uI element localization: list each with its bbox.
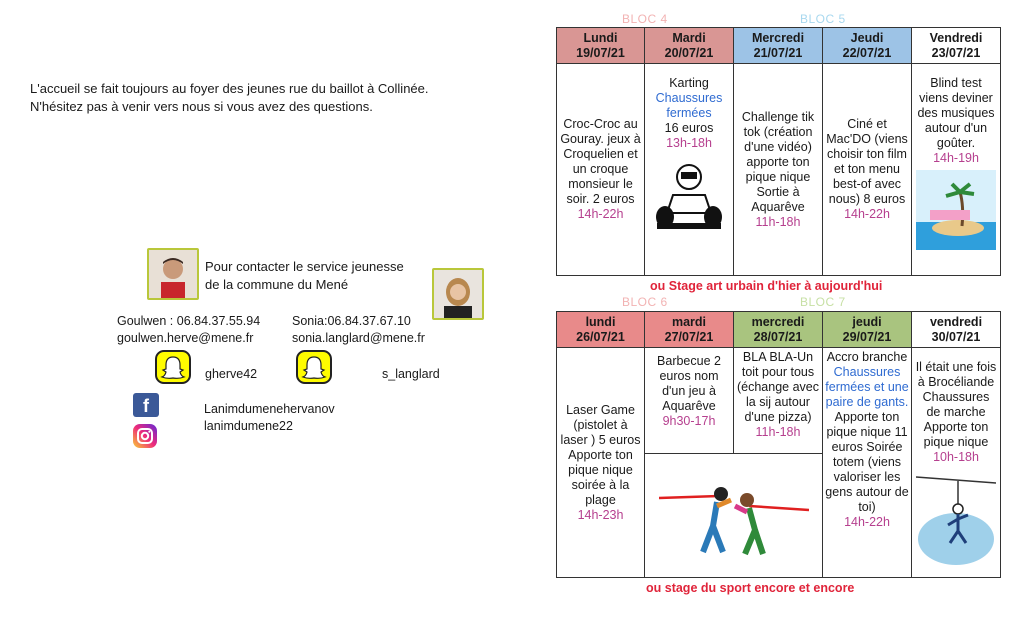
intro-text bbox=[30, 80, 470, 116]
facebook-icon: f bbox=[133, 393, 159, 417]
w1-day-tue: Mardi 20/07/21 bbox=[645, 28, 734, 64]
w1-activity-wed: Challenge tik tok (création d'une vidéo) apporte ton pique nique Sortie à Aquarêve 11h-18h bbox=[734, 64, 823, 276]
sonia-snap: s_langlard bbox=[382, 367, 440, 381]
w2-day-thu: jeudi 29/07/21 bbox=[823, 312, 912, 348]
bloc-6-label: BLOC 6 bbox=[622, 295, 668, 309]
w1-day-thu: Jeudi 22/07/21 bbox=[823, 28, 912, 64]
w1-activity-mon: Croc-Croc au Gouray. jeux à Croquelien et un croque monsieur le soir. 2 euros 14h-22h bbox=[557, 64, 645, 276]
w1-activity-tue: Karting Chaussures fermées 16 euros 13h-18h bbox=[645, 64, 734, 276]
w1-day-wed: Mercredi 21/07/21 bbox=[734, 28, 823, 64]
laser-game-icon bbox=[659, 466, 809, 562]
zipline-icon bbox=[916, 469, 996, 565]
w2-activity-tue: Barbecue 2 euros nom d'un jeu à Aquarêve 9h30-17h bbox=[645, 348, 734, 454]
w1-day-fri: Vendredi 23/07/21 bbox=[912, 28, 1001, 64]
sonia-email[interactable]: sonia.langlard@mene.fr bbox=[292, 331, 425, 345]
week1-schedule bbox=[556, 27, 1001, 276]
w2-day-tue: mardi 27/07/21 bbox=[645, 312, 734, 348]
bloc-5-label: BLOC 5 bbox=[800, 12, 846, 26]
instagram-account: lanimdumene22 bbox=[204, 419, 293, 433]
w1-activity-thu: Ciné et Mac'DO (viens choisir ton film et ton menu best-of avec nous) 8 euros 14h-22h bbox=[823, 64, 912, 276]
contact-heading-line2: de la commune du Mené bbox=[205, 277, 349, 292]
w1-activity-fri: Blind test viens deviner des musiques autour d'un goûter. 14h-19h bbox=[912, 64, 1001, 276]
snapchat-icon bbox=[155, 350, 191, 384]
w2-lasergame-illustration-cell bbox=[645, 454, 823, 578]
sonia-photo bbox=[432, 268, 484, 320]
goulwen-photo bbox=[147, 248, 199, 300]
w2-activity-fri: Il était une fois à Brocéliande Chaussures de marche Apporte ton pique nique 10h-18h bbox=[912, 348, 1001, 578]
sonia-phone: Sonia:06.84.37.67.10 bbox=[292, 314, 411, 328]
goulwen-phone: Goulwen : 06.84.37.55.94 bbox=[117, 314, 261, 328]
intro-line-1: L'accueil se fait toujours au foyer des jeunes rue du baillot à Collinée. bbox=[30, 81, 429, 96]
snapchat-icon bbox=[296, 350, 332, 384]
contact-heading bbox=[205, 258, 425, 294]
bloc-7-label: BLOC 7 bbox=[800, 295, 846, 309]
w2-day-wed: mercredi 28/07/21 bbox=[734, 312, 823, 348]
w2-activity-wed: BLA BLA-Un toit pour tous (échange avec la sij autour d'une pizza) 11h-18h bbox=[734, 348, 823, 454]
facebook-account: Lanimdumenehervanov bbox=[204, 402, 335, 416]
goulwen-email[interactable]: goulwen.herve@mene.fr bbox=[117, 331, 254, 345]
week2-footer: ou stage du sport encore et encore bbox=[646, 581, 855, 595]
w2-activity-mon: Laser Game (pistolet à laser ) 5 euros Apporte ton pique nique soirée à la plage 14h-23h bbox=[557, 348, 645, 578]
w2-activity-thu: Accro branche Chaussures fermées et une paire de gants. Apporte ton pique nique 11 euros Soirée totem (viens valoriser les gens autour de toi) 14h-22h bbox=[823, 348, 912, 578]
week1-footer: ou Stage art urbain d'hier à aujourd'hui bbox=[650, 279, 883, 293]
w1-day-mon: Lundi 19/07/21 bbox=[557, 28, 645, 64]
summer-island-icon bbox=[916, 170, 996, 250]
w2-day-mon: lundi 26/07/21 bbox=[557, 312, 645, 348]
bloc-4-label: BLOC 4 bbox=[622, 12, 668, 26]
intro-line-2: N'hésitez pas à venir vers nous si vous avez des questions. bbox=[30, 99, 373, 114]
instagram-icon bbox=[133, 424, 157, 448]
contact-heading-line1: Pour contacter le service jeunesse bbox=[205, 259, 404, 274]
week2-schedule bbox=[556, 311, 1001, 578]
goulwen-snap: gherve42 bbox=[205, 367, 258, 381]
karting-icon bbox=[649, 155, 729, 235]
w2-day-fri: vendredi 30/07/21 bbox=[912, 312, 1001, 348]
